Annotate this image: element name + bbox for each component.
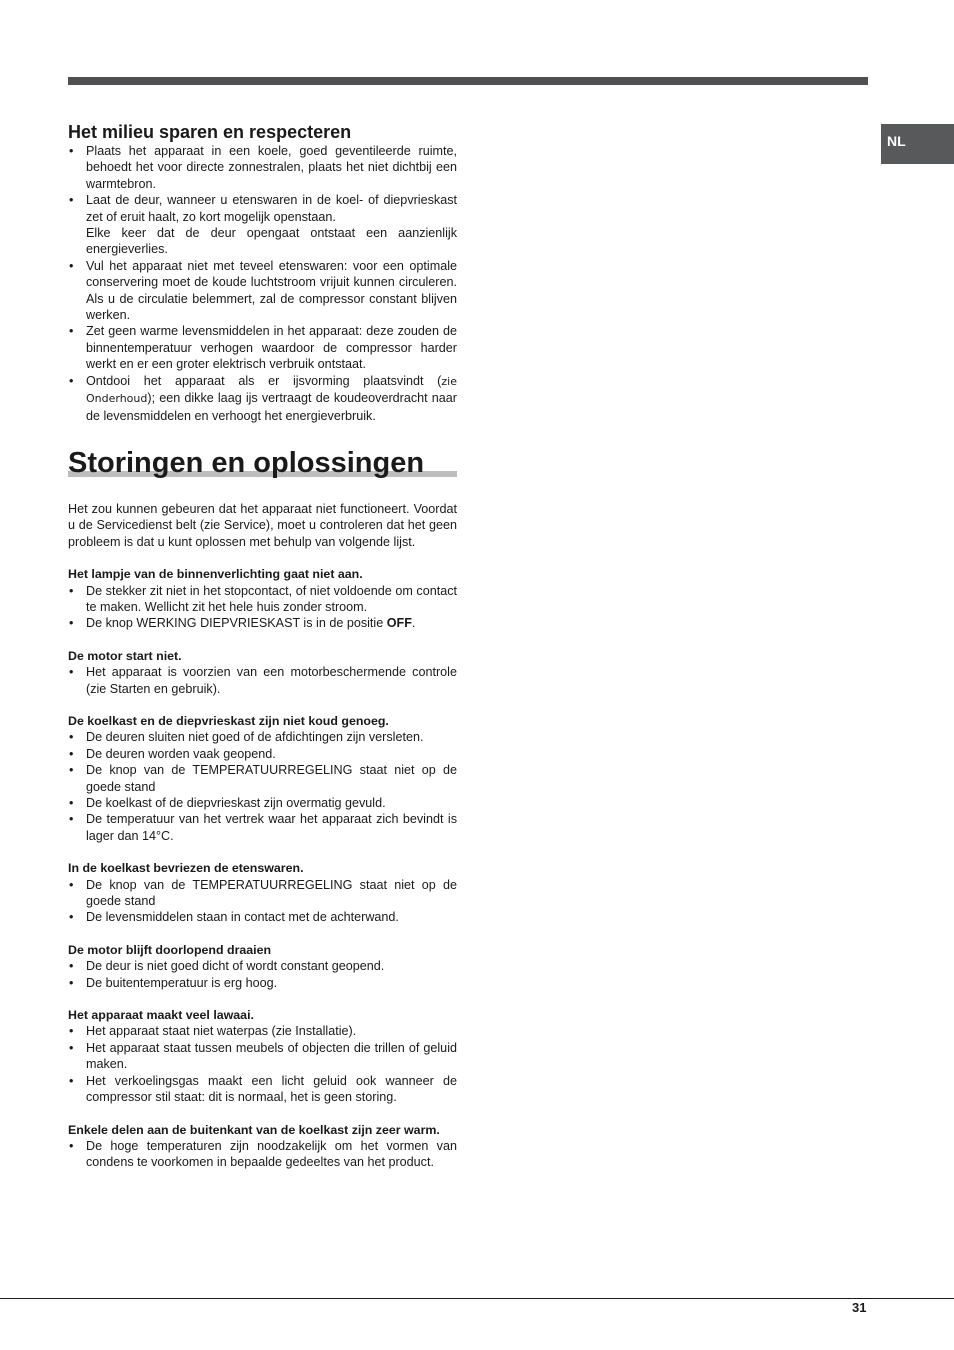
list-item-text: Het verkoelingsgas maakt een licht geluid ook wanneer de compressor stil staat: dit is normaal, het is geen storing. (86, 1073, 457, 1105)
list-item-text: De stekker zit niet in het stopcontact, of niet voldoende om contact te maken. Wellicht zit het hele huis zonder stroom. (86, 583, 457, 614)
problem-causes-list (68, 1138, 457, 1171)
footer-rule (0, 1298, 954, 1299)
list-item (68, 909, 457, 925)
problem-causes-list (68, 1023, 457, 1105)
list-item (68, 583, 457, 616)
list-item (68, 1073, 457, 1106)
list-item-text: De levensmiddelen staan in contact met de achterwand. (86, 910, 399, 925)
list-item (68, 811, 457, 844)
problem-title: De motor start niet. (68, 648, 182, 663)
list-item (68, 143, 457, 192)
list-item (68, 746, 457, 762)
list-item-text: Ontdooi het apparaat als er ijsvorming plaatsvindt ( (86, 373, 442, 388)
off-position-label: OFF (386, 616, 412, 631)
list-item-text: De temperatuur van het vertrek waar het apparaat zich bevindt is lager dan 14°C. (86, 812, 457, 843)
problem-title: Enkele delen aan de buitenkant van de koelkast zijn zeer warm. (68, 1122, 440, 1137)
list-item-text: Elke keer dat de deur opengaat ontstaat een aanzienlijk energieverlies. (86, 226, 457, 257)
problem-causes-list (68, 729, 457, 844)
problem-causes-list (68, 664, 457, 697)
list-item-text: • Laat de deur, wanneer u etenswaren in de koel- of diepvrieskast zet of eruit haalt, zo kort mogelijk openstaan. (86, 193, 457, 224)
page-title-text: Storingen en oplossingen (68, 446, 425, 479)
problem-title: Het apparaat maakt veel lawaai. (68, 1008, 254, 1023)
list-item (68, 258, 457, 324)
problem-causes-list (68, 583, 457, 632)
list-item-text: De knop van de TEMPERATUURREGELING staat niet op de goede stand (86, 763, 457, 794)
list-item (68, 615, 457, 631)
list-item (68, 323, 457, 372)
header-rule (68, 77, 868, 85)
list-item-text: De deuren worden vaak geopend. (86, 746, 276, 761)
environment-tips-list (68, 143, 457, 424)
list-item-text: De hoge temperaturen zijn noodzakelijk om het vormen van condens te voorkomen in bepaalde gedeeltes van het product. (86, 1138, 457, 1170)
list-item (68, 664, 457, 697)
problem-block (68, 566, 457, 632)
intro-paragraph: Het zou kunnen gebeuren dat het apparaat niet functioneert. Voordat u de Servicedienst belt (zie Service), moet u controleren dat het geen probleem is dat u kunt oplossen met behulp van volgende lijst. (68, 501, 457, 549)
list-item-text: De deuren sluiten niet goed of de afdichtingen zijn versleten. (86, 730, 424, 745)
problem-title: In de koelkast bevriezen de etenswaren. (68, 861, 304, 876)
problem-title: De motor blijft doorlopend draaien (68, 942, 272, 957)
list-item (68, 1040, 457, 1073)
list-item-text: • Plaats het apparaat in een koele, goed geventileerde ruimte, behoedt het voor directe zonnestralen, plaats het niet dichtbij een warmtebron. (86, 144, 457, 191)
language-tab: NL (881, 124, 954, 164)
list-item-text: • Vul het apparaat niet met teveel etenswaren: voor een optimale conservering moet de koude luchtstroom vrijuit kunnen circuleren. Als u de circulatie belemmert, zal de compressor constant blijven werken. (86, 258, 457, 323)
list-item (68, 975, 457, 991)
problem-block (68, 860, 457, 926)
list-item-text: De deur is niet goed dicht of wordt constant geopend. (86, 959, 385, 974)
list-item (68, 1138, 457, 1171)
list-item-text: De buitentemperatuur is erg hoog. (86, 975, 278, 990)
list-item (68, 1023, 457, 1039)
problem-block (68, 648, 457, 697)
page-number: 31 (852, 1300, 867, 1315)
list-item-text: De knop van de TEMPERATUURREGELING staat niet op de goede stand (86, 877, 457, 909)
list-item (68, 729, 457, 745)
list-item-text: Het apparaat is voorzien van een motorbeschermende controle (zie Starten en gebruik). (86, 665, 457, 696)
list-item-text: ); een dikke laag ijs vertraagt de koudeoverdracht naar de levensmiddelen en verhoogt het energieverbruik. (86, 391, 457, 423)
list-item (68, 877, 457, 910)
list-item-text: De koelkast of de diepvrieskast zijn overmatig gevuld. (86, 796, 386, 810)
list-item-text: . (411, 616, 416, 631)
list-item-text: Het apparaat staat niet waterpas (zie Installatie). (86, 1024, 357, 1039)
list-item-text: De knop WERKING DIEPVRIESKAST is in de positie (86, 616, 387, 631)
list-item (68, 958, 457, 974)
problem-causes-list (68, 877, 457, 926)
list-item (68, 192, 457, 258)
list-item (68, 762, 457, 795)
problem-block (68, 942, 457, 991)
page-title (68, 446, 457, 480)
list-item (68, 373, 457, 424)
problem-block (68, 713, 457, 844)
content-column (68, 121, 457, 1171)
problem-block (68, 1007, 457, 1105)
problem-title: De koelkast en de diepvrieskast zijn niet koud genoeg. (68, 713, 389, 728)
cross-reference: zie Onderhoud (86, 374, 457, 406)
problem-block (68, 1122, 457, 1171)
problem-causes-list (68, 958, 457, 991)
problem-title: Het lampje van de binnenverlichting gaat niet aan. (68, 567, 363, 582)
list-item-text: • Zet geen warme levensmiddelen in het apparaat: deze zouden de binnentemperatuur verhogen waardoor de compressor harder werkt en er een groter elektrisch verbruik ontstaat. (86, 324, 457, 372)
list-item-text: Het apparaat staat tussen meubels of objecten die trillen of geluid maken. (86, 1040, 457, 1072)
list-item (68, 795, 457, 811)
section-heading-environment: Het milieu sparen en respecteren (68, 122, 352, 142)
problems-container (68, 648, 457, 1171)
